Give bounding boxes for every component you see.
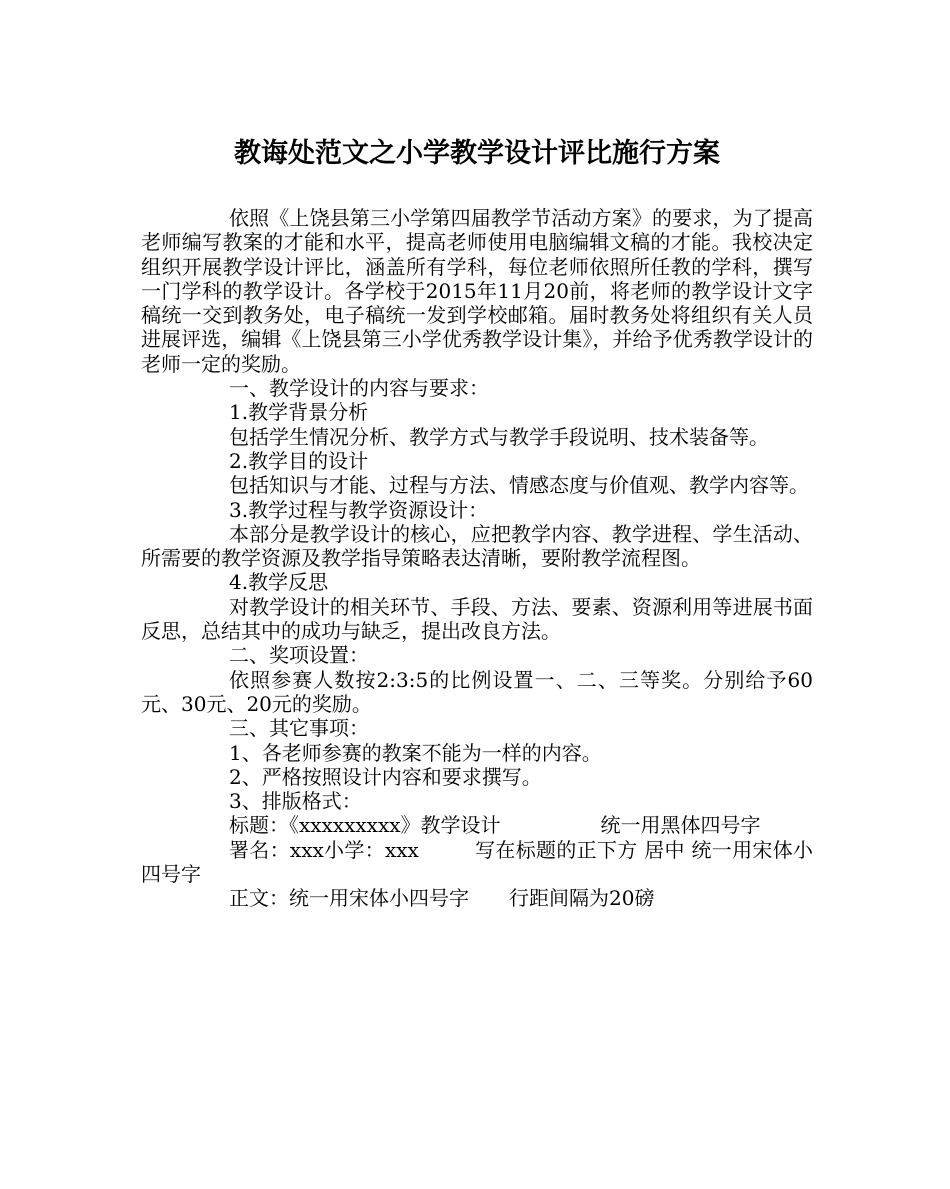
item-heading-background: 1.教学背景分析 bbox=[229, 400, 369, 425]
format-sign-line bbox=[141, 838, 813, 887]
format-title-label: 标题：《xxxxxxxxx》教学设计 bbox=[229, 813, 501, 838]
item-heading-process: 3.教学过程与教学资源设计： bbox=[229, 497, 489, 522]
format-body-rule: 行距间隔为20磅 bbox=[509, 886, 655, 911]
item-text-process: 本部分是教学设计的核心，应把教学内容、教学进程、学生活动、所需要的教学资源及教学指导策略表达清晰，要附教学流程图。 bbox=[141, 521, 813, 571]
section-heading-awards: 二、奖项设置： bbox=[229, 643, 369, 668]
document-body bbox=[141, 206, 813, 911]
item-text-background: 包括学生情况分析、教学方式与教学手段说明、技术装备等。 bbox=[229, 424, 769, 449]
format-body-label: 正文：统一用宋体小四号字 bbox=[229, 886, 469, 911]
other-item-requirements: 2、严格按照设计内容和要求撰写。 bbox=[229, 764, 542, 789]
format-body-line bbox=[141, 886, 813, 910]
section-heading-requirements: 一、教学设计的内容与要求： bbox=[229, 376, 489, 401]
format-sign-rule: 写在标题的正下方 居中 统一用宋体小四号字 bbox=[141, 837, 813, 887]
awards-text: 依照参赛人数按2:3:5的比例设置一、二、三等奖。分别给予60元、30元、20元的奖励。 bbox=[141, 667, 813, 716]
other-item-format: 3、排版格式： bbox=[229, 789, 362, 814]
item-heading-objectives: 2.教学目的设计 bbox=[229, 448, 369, 473]
document-title: 教诲处范文之小学教学设计评比施行方案 bbox=[234, 138, 720, 169]
intro-paragraph: 依照《上饶县第三小学第四届教学节活动方案》的要求，为了提高老师编写教案的才能和水平，提高老师使用电脑编辑文稿的才能。我校决定组织开展教学设计评比，涵盖所有学科，每位老师依照所任教的学科，撰写一门学科的教学设计。各学校于2015年11月20前，将老师的教学设计文字稿统一交到教务处，电子稿统一发到学校邮箱。届时教务处将组织有关人员进展评选，编辑《上饶县第三小学优秀教学设计集》，并给予优秀教学设计的老师一定的奖励。 bbox=[141, 206, 813, 376]
item-text-objectives: 包括知识与才能、过程与方法、情感态度与价值观、教学内容等。 bbox=[229, 473, 809, 498]
format-title-line bbox=[141, 813, 813, 837]
format-sign-label: 署名：xxx小学：xxx bbox=[229, 837, 419, 862]
format-title-rule: 统一用黑体四号字 bbox=[600, 813, 761, 838]
item-heading-reflection: 4.教学反思 bbox=[229, 570, 329, 595]
other-item-content: 1、各老师参赛的教案不能为一样的内容。 bbox=[229, 740, 602, 765]
section-heading-other: 三、其它事项： bbox=[229, 716, 369, 741]
item-text-reflection: 对教学设计的相关环节、手段、方法、要素、资源利用等进展书面反思，总结其中的成功与缺乏，提出改良方法。 bbox=[141, 594, 813, 644]
